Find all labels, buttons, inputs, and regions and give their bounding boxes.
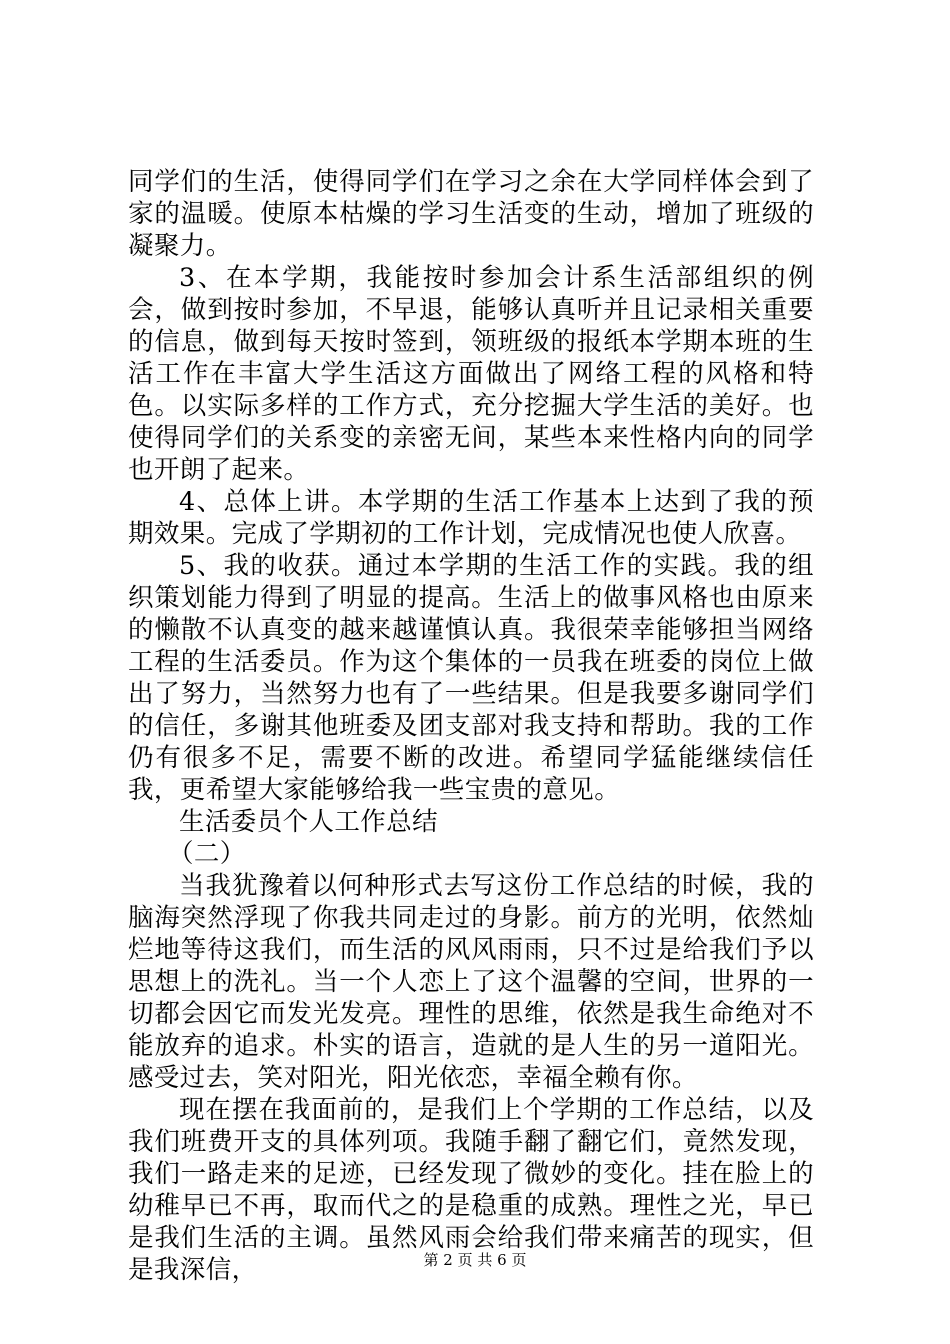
paragraph-item-4: 4、总体上讲。本学期的生活工作基本上达到了我的预期效果。完成了学期初的工作计划，完成情况也使人欣喜。 [128,487,814,549]
section-subheading: （二） [168,839,246,869]
paragraph-continuation: 同学们的生活，使得同学们在学习之余在大学同样体会到了家的温暖。使原本枯燥的学习生活变的生动，增加了班级的凝聚力。 [128,167,814,261]
paragraph-review: 现在摆在我面前的，是我们上个学期的工作总结，以及我们班费开支的具体列项。我随手翻了翻它们，竟然发现，我们一路走来的足迹，已经发现了微妙的变化。挂在脸上的幼稚早已不再，取而代之的是稳重的成熟。理性之光，早已是我们生活的主调。虽然风雨会给我们带来痛苦的现实，但是我深信， [128,1095,814,1285]
paragraph-item-3: 3、在本学期，我能按时参加会计系生活部组织的例会，做到按时参加，不早退，能够认真听并且记录相关重要的信息，做到每天按时签到，领班级的报纸本学期本班的生活工作在丰富大学生活这方面做出了网络工程的风格和特色。以实际多样的工作方式，充分挖掘大学生活的美好。也使得同学们的关系变的亲密无间，某些本来性格内向的同学也开朗了起来。 [128,263,814,485]
paragraph-item-5: 5、我的收获。通过本学期的生活工作的实践。我的组织策划能力得到了明显的提高。生活上的做事风格也由原来的懒散不认真变的越来越谨慎认真。我很荣幸能够担当网络工程的生活委员。作为这个集体的一员我在班委的岗位上做出了努力，当然努力也有了一些结果。但是我要多谢同学们的信任，多谢其他班委及团支部对我支持和帮助。我的工作仍有很多不足，需要不断的改进。希望同学猛能继续信任我，更希望大家能够给我一些宝贵的意见。 [128,551,814,805]
page-footer [0,1250,950,1270]
section-heading: 生活委员个人工作总结 [179,807,439,837]
document-body [128,166,814,1286]
paragraph-reflection: 当我犹豫着以何种形式去写这份工作总结的时候，我的脑海突然浮现了你我共同走过的身影。前方的光明，依然灿烂地等待这我们，而生活的风风雨雨，只不过是给我们予以思想上的洗礼。当一个人恋上了这个温馨的空间，世界的一切都会因它而发光发亮。理性的思维，依然是我生命绝对不能放弃的追求。朴实的语言，造就的是人生的另一道阳光。感受过去，笑对阳光，阳光依恋，幸福全赖有你。 [128,871,814,1093]
page-number-label: 第 2 页 共 6 页 [423,1251,527,1269]
